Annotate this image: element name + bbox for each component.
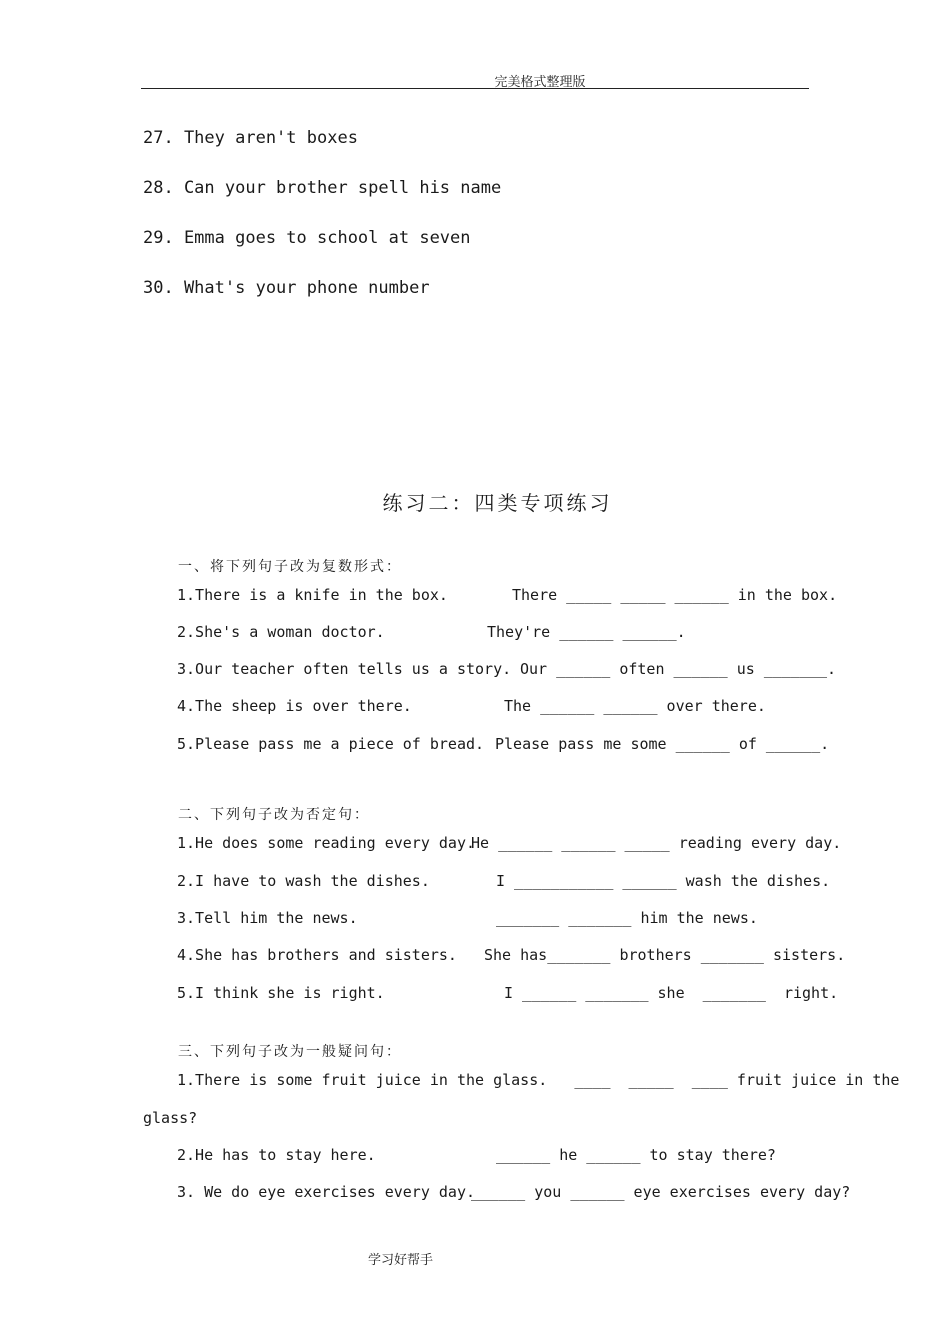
page-header: 完美格式整理版	[494, 75, 586, 90]
s2-a3: _______ _______ him the news.	[496, 909, 758, 927]
s3-q1-line1: 1.There is some fruit juice in the glass. ____ _____ ____ fruit juice in the	[177, 1071, 900, 1089]
s3-a2: ______ he ______ to stay there?	[496, 1146, 776, 1164]
s1-q4: 4.The sheep is over there.	[177, 697, 412, 715]
s3-a3: ______ you ______ eye exercises every day?	[471, 1183, 851, 1201]
s3-q1-line2: glass?	[143, 1109, 198, 1127]
header-rule	[141, 88, 809, 89]
s2-a4: She has_______ brothers _______ sisters.	[484, 946, 846, 964]
s1-a4: The ______ ______ over there.	[504, 697, 766, 715]
s2-q4: 4.She has brothers and sisters.	[177, 946, 457, 964]
s1-q2: 2.She's a woman doctor.	[177, 623, 385, 641]
s1-q1: 1.There is a knife in the box.	[177, 586, 448, 604]
s1-q3: 3.Our teacher often tells us a story.	[177, 660, 512, 678]
s2-a5: I ______ _______ she _______ right.	[504, 984, 839, 1002]
s2-q3: 3.Tell him the news.	[177, 909, 358, 927]
s3-q2: 2.He has to stay here.	[177, 1146, 376, 1164]
s1-a5: Please pass me some ______ of ______.	[495, 735, 830, 753]
s1-a2: They're ______ ______.	[487, 623, 686, 641]
page-footer: 学习好帮手	[368, 1253, 434, 1268]
s2-a1: He ______ ______ _____ reading every day.	[471, 834, 842, 852]
sentence-30: 30. What's your phone number	[143, 278, 430, 298]
section2-heading: 二、下列句子改为否定句：	[178, 807, 370, 823]
sentence-27: 27. They aren't boxes	[143, 128, 358, 148]
s2-q2: 2.I have to wash the dishes.	[177, 872, 430, 890]
exercise-title: 练习二：四类专项练习	[382, 491, 613, 515]
sentence-29: 29. Emma goes to school at seven	[143, 228, 471, 248]
s1-a1: There _____ _____ ______ in the box.	[512, 586, 838, 604]
s1-a3: Our ______ often ______ us _______.	[520, 660, 837, 678]
section3-heading: 三、下列句子改为一般疑问句：	[178, 1044, 402, 1060]
s2-q5: 5.I think she is right.	[177, 984, 385, 1002]
sentence-28: 28. Can your brother spell his name	[143, 178, 502, 198]
s2-q1: 1.He does some reading every day.	[177, 834, 476, 852]
section1-heading: 一、将下列句子改为复数形式：	[178, 559, 402, 575]
s3-q3: 3. We do eye exercises every day.	[177, 1183, 476, 1201]
s1-q5: 5.Please pass me a piece of bread.	[177, 735, 485, 753]
s2-a2: I ___________ ______ wash the dishes.	[496, 872, 831, 890]
